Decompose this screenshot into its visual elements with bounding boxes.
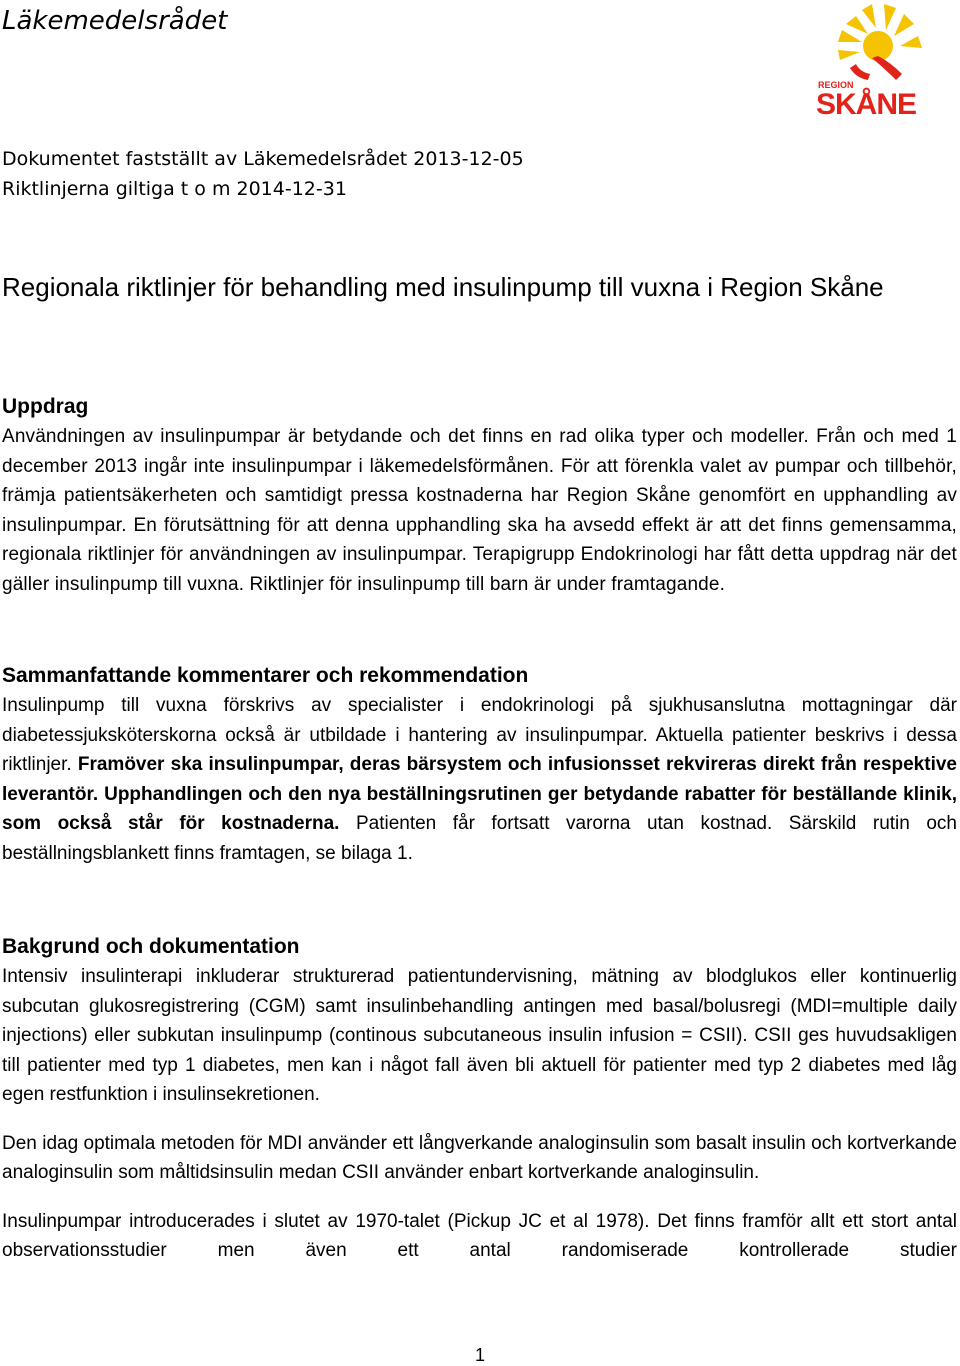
section-paragraph: Användningen av insulinpumpar är betydande och det finns en rad olika typer och modeller. Från och med 1 december 2013 ingår inte insulinpumpar i läkemedelsförmånen. För att förenkla valet av pumpar och tillbehör, främja patientsäkerheten och samtidigt pressa kostnaderna har Region Skåne genomfört en upphandling av insulinpumpar. En förutsättning för att denna upphandling ska ha avsedd effekt är att det finns gemensamma, regionala riktlinjer för användningen av insulinpumpar. Terapigrupp Endokrinologi har fått detta uppdrag när det gäller insulinpump till vuxna. Riktlinjer för insulinpump till barn är under framtagande. — [2, 426, 957, 595]
summary-text-1: Insulinpump till vuxna förskrivs av specialister i endokrinologi på sjukhusanslutna mottagningar där diabetessjuksköterskorna också är utbildade i hantering av insulinpumpar. Aktuella patienter beskrivs i dessa riktlinjer. — [2, 695, 957, 775]
section-paragraph: Insulinpumpar introducerades i slutet av 1970-talet (Pickup JC et al 1978). Det finns framför allt ett stort antal observationsstudier men även ett antal randomiserade kontrollerade studier — [2, 1210, 957, 1261]
page-number: 1 — [474, 1345, 485, 1365]
section-paragraph: Den idag optimala metoden för MDI använder ett långverkande analoginsulin som basalt insulin och kortverkande analoginsulin som måltidsinsulin medan CSII använder enbart kortverkande analoginsulin. — [2, 1132, 957, 1183]
established-line: Dokumentet fastställt av Läkemedelsrådet 2013-12-05 — [2, 148, 524, 170]
section-paragraph: Intensiv insulinterapi inkluderar strukturerad patientundervisning, mätning av blodglukos eller kontinuerlig subcutan glukosregistrering (CGM) samt insulinbehandling antingen med basal/bolusregi (MDI=multiple daily injections) eller subkutan insulinpump (continous subcutaneous insulin infusion = CSII). CSII ges huvudsakligen till patienter med typ 1 diabetes, men kan i något fall även bli aktuell för patienter med typ 2 diabetes med låg egen restfunktion i insulinsekretionen. — [2, 966, 957, 1105]
document-title: Regionala riktlinjer för behandling med insulinpump till vuxna i Region Skåne — [2, 272, 884, 302]
logo-region-label: REGION — [818, 80, 854, 90]
section-heading: Bakgrund och dokumentation — [2, 935, 300, 958]
validity-line: Riktlinjerna giltiga t o m 2014-12-31 — [2, 178, 347, 200]
section-heading: Uppdrag — [2, 395, 89, 418]
organization-name: Läkemedelsrådet — [2, 6, 228, 36]
logo-name: SKÅNE — [816, 88, 917, 118]
summary-text-2: Patienten får fortsatt varorna utan kostnad. Särskild rutin och beställningsblankett finns framtagen, se bilaga 1. — [2, 813, 957, 864]
section-summary — [2, 661, 957, 868]
section-paragraph — [2, 691, 957, 868]
section-assignment — [2, 392, 957, 599]
sun-rays-icon — [838, 4, 922, 80]
section-heading: Sammanfattande kommentarer och rekommendation — [2, 664, 529, 687]
summary-bold-text: Framöver ska insulinpumpar, deras bärsystem och infusionsset rekvireras direkt från respektive leverantör. Upphandlingen och den nya beställningsrutinen ger betydande rabatter för beställande klinik, som också står för kostnaderna. — [2, 754, 957, 834]
document-meta — [2, 144, 524, 204]
section-background — [2, 932, 957, 1266]
region-skane-logo — [812, 2, 942, 118]
